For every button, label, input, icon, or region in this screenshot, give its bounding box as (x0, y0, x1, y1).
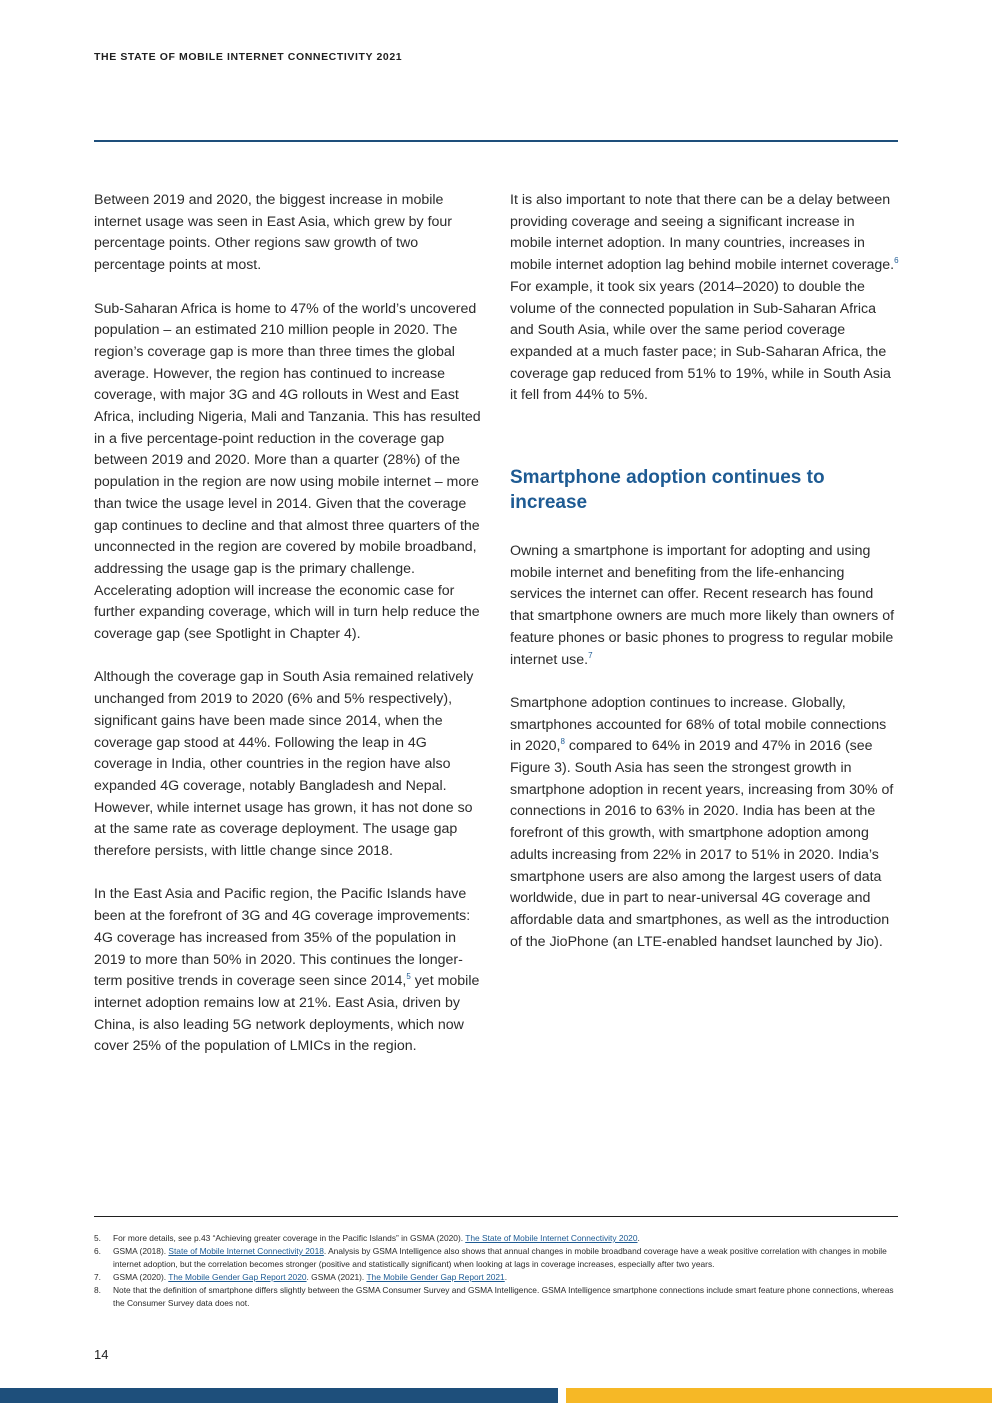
footnote-text: GSMA (2018). (113, 1246, 169, 1256)
footnote-link[interactable]: The Mobile Gender Gap Report 2020 (168, 1272, 307, 1282)
footnote-ref[interactable]: 6 (894, 256, 899, 266)
right-column (510, 190, 900, 975)
running-title: THE STATE OF MOBILE INTERNET CONNECTIVITY 2021 (94, 51, 403, 63)
paragraph: Sub-Saharan Africa is home to 47% of the world’s uncovered population – an estimated 210 million people in 2020. The region’s coverage gap is more than three times the global average. However, the region has continued to increase coverage, with major 3G and 4G rollouts in West and East Africa, including Nigeria, Mali and Tanzania. This has resulted in a five percentage-point reduction in the coverage gap between 2019 and 2020. More than a quarter (28%) of the population in the region are now using mobile internet – more than twice the usage level in 2014. Given that the coverage gap continues to decline and that almost three quarters of the unconnected in the region are covered by mobile broadband, addressing the usage gap is the primary challenge. Accelerating adoption will increase the economic case for further expanding coverage, which will in turn help reduce the coverage gap (see Spotlight in Chapter 4). (94, 300, 481, 643)
paragraph-text: Smartphone adoption continues to increase. Globally, smartphones accounted for 68% of total mobile connections in 2020, (510, 694, 887, 755)
paragraph-text: In the East Asia and Pacific region, the Pacific Islands have been at the forefront of 3G and 4G coverage improvements: 4G coverage has increased from 35% of the population in 2019 to more than 50% in 2020. This continues the longer-term positive trends in coverage seen since 2014, (94, 886, 471, 990)
footnote-link[interactable]: The Mobile Gender Gap Report 2021 (366, 1272, 505, 1282)
footnote-8 (94, 1284, 898, 1310)
paragraph-text: Owning a smartphone is important for adopting and using mobile internet and benefiting from the life-enhancing services the internet can offer. Recent research has found that smartphone owners are much more likely than owners of feature phones or basic phones to progress to regular mobile internet use. (510, 543, 895, 668)
footnote-text: . Analysis by GSMA Intelligence also shows that annual changes in mobile broadband coverage have a weak positive correlation with changes in mobile internet adoption, but the correlation becomes stronger (positive and statistically significant) when looking at lags in coverage increases, especially after two years. (113, 1246, 887, 1269)
footnote-text: Note that the definition of smartphone differs slightly between the GSMA Consumer Survey and GSMA Intelligence. GSMA Intelligence smartphone connections include smart feature phone connections, whereas the Consumer Survey data does not. (113, 1285, 894, 1308)
footnote-text: For more details, see p.43 “Achieving greater coverage in the Pacific Islands” in GSMA (2020). (113, 1233, 466, 1243)
footnote-number: 8. (94, 1285, 101, 1295)
footnote-ref[interactable]: 5 (406, 972, 411, 982)
footer-bar-blue (0, 1388, 558, 1403)
footnote-ref[interactable]: 7 (588, 650, 593, 660)
page-number: 14 (94, 1347, 109, 1362)
paragraph (510, 190, 900, 407)
footnote-text: . (504, 1272, 508, 1282)
paragraph-text: yet mobile internet adoption remains low at 21%. East Asia, driven by China, is also leading 5G network deployments, which now cover 25% of the population of LMICs in the region. (94, 973, 480, 1055)
footnote-5 (94, 1232, 898, 1245)
footnote-ref[interactable]: 8 (560, 737, 565, 747)
footnote-6 (94, 1245, 898, 1271)
paragraph: Although the coverage gap in South Asia remained relatively unchanged from 2019 to 2020 (6% and 5% respectively), significant gains have been made since 2014, when the coverage gap stood at 44%. Following the leap in 4G coverage in India, other countries in the region have also expanded 4G coverage, notably Bangladesh and Nepal. However, while internet usage has grown, it has not done so at the same rate as coverage deployment. The usage gap therefore persists, with little change since 2018. (94, 669, 474, 860)
paragraph-text: compared to 64% in 2019 and 47% in 2016 (see Figure 3). South Asia has seen the strongest growth in smartphone adoption in recent years, increasing from 30% of connections in 2016 to 63% in 2020. India has been at the forefront of this growth, with smartphone adoption among adults increasing from 22% in 2017 to 51% in 2020. India’s smartphone users are also among the largest users of data worldwide, due in part to near-universal 4G coverage and affordable data and smartphones, as well as the introduction of the JioPhone (an LTE-enabled handset launched by Jio). (510, 738, 894, 950)
footnote-text: . (637, 1233, 640, 1243)
section-heading: Smartphone adoption continues to increase (510, 467, 825, 514)
paragraph (94, 884, 484, 1058)
paragraph-text: It is also important to note that there can be a delay between providing coverage and seeing a significant increase in mobile internet adoption. In many countries, increases in mobile internet adoption lag behind mobile internet coverage. (510, 192, 895, 274)
footnote-number: 6. (94, 1246, 101, 1256)
footer-bar-yellow (566, 1388, 992, 1403)
footnote-text: . GSMA (2021). (306, 1272, 367, 1282)
footnote-number: 5. (94, 1233, 101, 1243)
paragraph (510, 541, 900, 671)
footnote-7 (94, 1271, 898, 1284)
left-column (94, 190, 484, 1080)
footnote-link[interactable]: State of Mobile Internet Connectivity 2018 (168, 1246, 324, 1256)
header-divider (94, 140, 898, 142)
footnotes (94, 1232, 898, 1310)
paragraph: Between 2019 and 2020, the biggest increase in mobile internet usage was seen in East Asia, which grew by four percentage points. Other regions saw growth of two percentage points at most. (94, 192, 453, 274)
footnote-link[interactable]: The State of Mobile Internet Connectivity 2020 (465, 1233, 638, 1243)
paragraph-text: For example, it took six years (2014–2020) to double the volume of the connected population in Sub-Saharan Africa and South Asia, while over the same period coverage expanded at a much faster pace; in Sub-Saharan Africa, the coverage gap reduced from 51% to 19%, while in South Asia it fell from 44% to 5%. (510, 278, 891, 404)
footnote-text: GSMA (2020). (113, 1272, 169, 1282)
footnote-number: 7. (94, 1272, 101, 1282)
footnote-divider (94, 1216, 898, 1217)
paragraph (510, 693, 900, 953)
